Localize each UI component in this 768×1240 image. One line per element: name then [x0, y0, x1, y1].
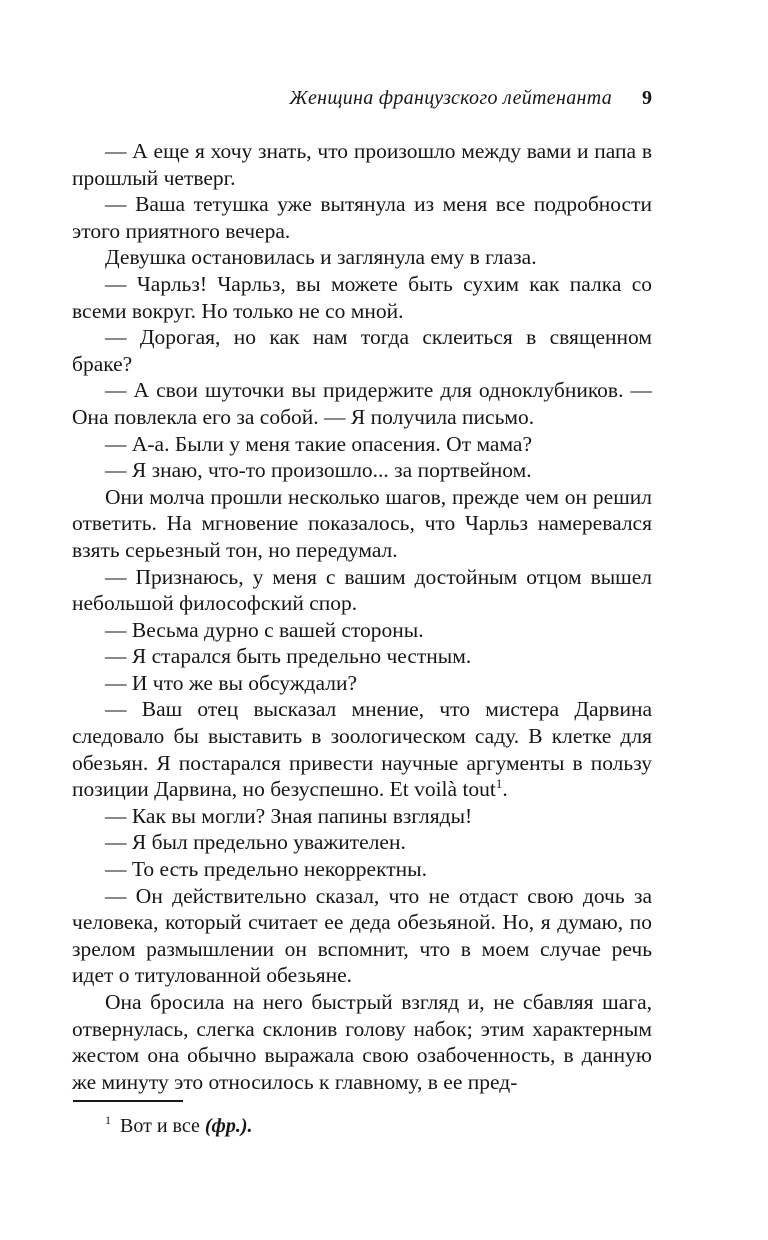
text-run: — Я старался быть предельно честным.: [105, 644, 472, 669]
paragraph: [72, 696, 652, 802]
paragraph: [72, 803, 652, 830]
paragraph: [72, 564, 652, 617]
text-run: — То есть предельно некорректны.: [105, 857, 427, 882]
text-run: Девушка остановилась и заглянула ему в глаза.: [105, 245, 537, 270]
page-number: 9: [642, 87, 652, 109]
text-run: — И что же вы обсуждали?: [105, 670, 358, 695]
text-run: — Дорогая, но как нам тогда склеиться в священном браке?: [72, 325, 652, 376]
paragraph: [72, 271, 652, 324]
footnote-separator-rule: [73, 1100, 183, 1102]
text-run: — Я был предельно уважителен.: [105, 830, 406, 855]
text-run: — А-а. Были у меня такие опасения. От мама?: [105, 431, 533, 456]
paragraph: [72, 191, 652, 244]
paragraph: [72, 324, 652, 377]
footnote-marker: 1: [105, 1113, 111, 1128]
footnote-reference: 1: [495, 777, 503, 792]
paragraph: [72, 670, 652, 697]
text-run: .: [502, 777, 508, 802]
paragraph: [72, 883, 652, 989]
text-run: — Весьма дурно с вашей стороны.: [105, 617, 424, 642]
paragraph: [72, 856, 652, 883]
text-run: — Как вы могли? Зная папины взгляды!: [105, 803, 473, 828]
paragraph: [72, 617, 652, 644]
running-header: [72, 86, 652, 110]
text-run: — Ваша тетушка уже вытянула из меня все подробности этого приятного вечера.: [72, 192, 652, 243]
running-title: Женщина французского лейтенанта: [289, 87, 612, 109]
text-run: — А свои шуточки вы придержите для одноклубников. — Она повлекла его за собой. — Я получила письмо.: [72, 378, 652, 429]
paragraph: [72, 829, 652, 856]
paragraph: [72, 484, 652, 564]
text-run: — Я знаю, что-то произошло... за портвейном.: [105, 458, 532, 483]
text-run: — Он действительно сказал, что не отдаст свою дочь за человека, который считает ее деда обезьяной. Но, я думаю, по зрелом размышлении он вспомнит, что в моем случае речь идет о титулованной обезьяне.: [72, 883, 652, 988]
footnote: [72, 1114, 652, 1139]
paragraph: [72, 643, 652, 670]
text-run: Они молча прошли несколько шагов, прежде чем он решил ответить. На мгновение показалось, что Чарльз намеревался взять серьезный тон, но передумал.: [72, 484, 652, 562]
paragraph: [72, 138, 652, 191]
text-run: — Признаюсь, у меня с вашим достойным отцом вышел небольшой философский спор.: [72, 564, 652, 616]
body-text: [72, 138, 652, 1095]
text-run: — Ваш отец высказал мнение, что мистера Дарвина следовало бы выставить в зоологическом саду. В клетке для обезьян. Я постарался привести научные аргументы в пользу позиции Дарвина, но безуспешно. Et voilà tout: [72, 697, 652, 802]
footnote-language-note: (фр.).: [204, 1115, 253, 1137]
text-run: — А еще я хочу знать, что произошло между вами и папа в прошлый четверг.: [72, 139, 652, 190]
paragraph: [72, 244, 652, 271]
text-run: Она бросила на него быстрый взгляд и, не сбавляя шага, отвернулась, слегка склонив голову набок; этим характерным жестом она обычно выражала свою озабоченность, в данную же минуту это относилось к главному, в ее пред-: [72, 990, 652, 1094]
footnote-text: Вот и все: [120, 1115, 205, 1137]
paragraph: [72, 431, 652, 458]
paragraph: [72, 377, 652, 430]
paragraph: [72, 989, 652, 1095]
paragraph: [72, 457, 652, 484]
text-run: — Чарльз! Чарльз, вы можете быть сухим как палка со всеми вокруг. Но только не со мной.: [72, 271, 652, 323]
